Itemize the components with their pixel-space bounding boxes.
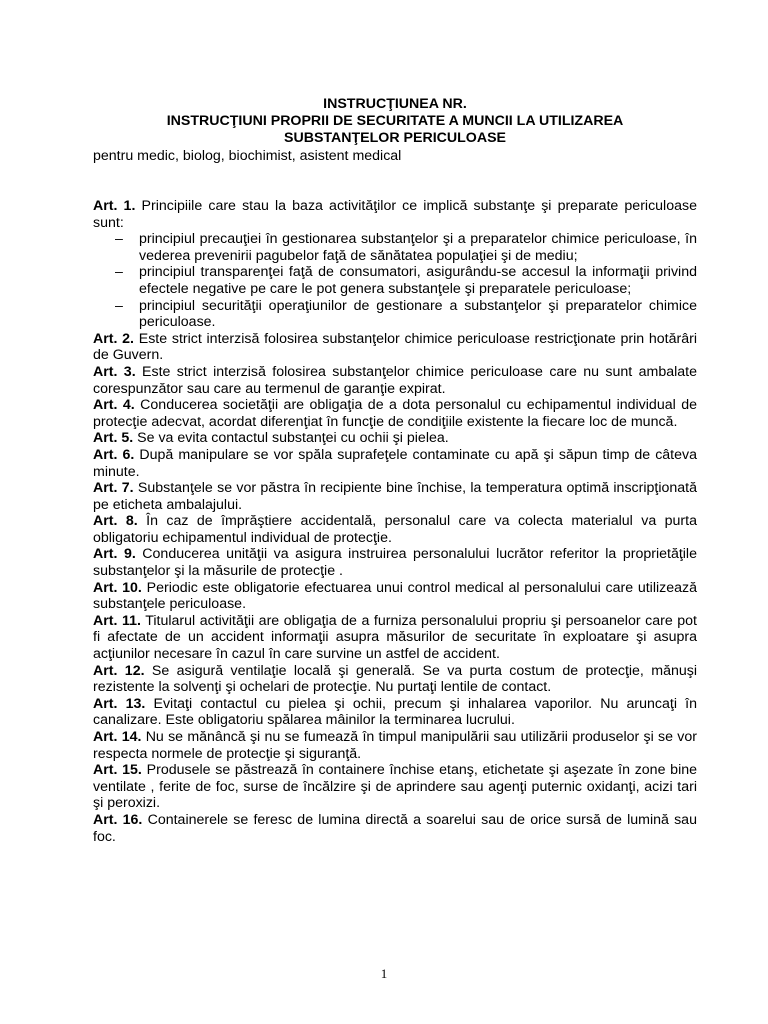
article-label: Art. 13. <box>93 695 146 712</box>
article-11 <box>93 613 697 663</box>
instruction-title-line-2: SUBSTANŢELOR PERICULOASE <box>283 130 507 146</box>
instruction-title-line-1: INSTRUCŢIUNI PROPRII DE SECURITATE A MUNCII LA UTILIZAREA <box>166 113 624 129</box>
article-text: Se asigură ventilaţie locală şi generală. Se va purta costum de protecţie, mănuşi rezistente la solvenţi şi ochelari de protecţie. Nu purtaţi lentile de contact. <box>93 662 697 696</box>
article-text: Principiile care stau la baza activităţilor ce implică substanţe şi preparate periculoase sunt: <box>93 198 697 231</box>
article-14 <box>93 729 697 762</box>
article-label: Art. 11. <box>93 612 141 629</box>
article-13 <box>93 696 697 729</box>
article-5 <box>93 430 697 447</box>
target-audience: pentru medic, biolog, biochimist, asistent medical <box>93 148 402 164</box>
article-6 <box>93 447 697 480</box>
article-text: Evitaţi contactul cu pielea şi ochii, precum şi inhalarea vaporilor. Nu aruncaţi în canalizare. Este obligatoriu spălarea mâinilor la terminarea lucrului. <box>93 695 697 729</box>
article-7 <box>93 480 697 513</box>
article-2 <box>93 331 697 364</box>
article-text: Substanţele se vor păstra în recipiente bine închise, la temperatura optimă inscripţionată pe eticheta ambalajului. <box>93 480 698 513</box>
article-text: Conducerea unităţii va asigura instruirea personalului lucrător referitor la proprietăţile substanţelor şi la măsurile de protecţie . <box>93 546 697 580</box>
article-text: Conducerea societăţii are obligaţia de a dota personalul cu echipamentul individual de protecţie adecvat, acordat diferenţiat în funcţie de condiţiile existente la fiecare loc de muncă. <box>93 397 697 430</box>
article-label: Art. 4. <box>93 397 135 414</box>
dash-bullet-icon: – <box>115 297 123 314</box>
list-item <box>93 264 697 297</box>
article-10 <box>93 580 697 613</box>
article-text: În caz de împrăştiere accidentală, personalul care va colecta materialul va purta obligatoriu echipamentul individual de protecţie. <box>93 513 697 546</box>
article-label: Art. 8. <box>93 513 138 530</box>
article-1 <box>93 198 697 231</box>
article-label: Art. 15. <box>93 762 142 779</box>
article-label: Art. 16. <box>93 811 143 828</box>
list-item-text: principiul transparenţei faţă de consumatori, asigurându-se accesul la informaţii privind efectele negative pe care le pot genera substanţele şi preparatele periculoase; <box>139 264 697 297</box>
list-item-text: principiul securităţii operaţiunilor de gestionare a substanţelor şi preparatelor chimice periculoase. <box>139 297 697 331</box>
article-4 <box>93 397 697 430</box>
article-label: Art. 3. <box>93 363 136 380</box>
article-label: Art. 2. <box>93 330 134 347</box>
page-number: 1 <box>380 966 388 981</box>
article-text: Se va evita contactul substanţei cu ochii şi pielea. <box>137 430 449 447</box>
article-label: Art. 1. <box>93 198 136 214</box>
article-text: Este strict interzisă folosirea substanţelor chimice periculoase restricţionate prin hotărâri de Guvern. <box>93 330 697 364</box>
article-16 <box>93 812 697 845</box>
article-text: Este strict interzisă folosirea substanţelor chimice periculoase care nu sunt ambalate corespunzător sau care au termenul de garanţie expirat. <box>93 363 697 397</box>
list-item <box>93 231 697 264</box>
article-9 <box>93 546 697 579</box>
article-label: Art. 9. <box>93 546 136 563</box>
article-text: Periodic este obligatorie efectuarea unui control medical al personalului care utilizează substanţele periculoase. <box>93 579 698 613</box>
article-3 <box>93 364 697 397</box>
article-label: Art. 7. <box>93 480 134 497</box>
document-header <box>93 96 697 147</box>
article-text: Containerele se feresc de lumina directă a soarelui sau de orice sursă de lumină sau foc. <box>93 811 697 845</box>
article-text: După manipulare se vor spăla suprafeţele contaminate cu apă şi săpun timp de câteva minute. <box>93 446 697 480</box>
article-label: Art. 14. <box>93 729 142 745</box>
article-12 <box>93 663 697 696</box>
article-text: Nu se mănâncă şi nu se fumează în timpul manipulării sau utilizării produselor şi se vor respecta normele de protecţie şi siguranţă. <box>93 729 697 762</box>
list-item <box>93 298 697 331</box>
article-1-principles-list <box>93 231 697 331</box>
article-text: Titularul activităţii are obligaţia de a furniza personalului propriu şi persoanelor care pot fi afectate de un accident informaţii asupra măsurilor de securitate în exploatare şi asupra acţiunilor necesare în cazul în care survine un astfel de accident. <box>93 612 697 663</box>
article-label: Art. 5. <box>93 430 134 447</box>
article-label: Art. 10. <box>93 579 142 596</box>
dash-bullet-icon: – <box>115 264 123 281</box>
article-label: Art. 12. <box>93 662 145 679</box>
article-label: Art. 6. <box>93 446 135 463</box>
article-8 <box>93 513 697 546</box>
dash-bullet-icon: – <box>115 231 123 248</box>
articles-list <box>93 198 697 845</box>
article-text: Produsele se păstrează în containere închise etanş, etichetate şi aşezate în zone bine ventilate , ferite de foc, surse de încălzire şi de aprindere sau agenţi puternic oxidanţi, acizi tari şi peroxizi. <box>93 762 698 812</box>
instruction-number-title: INSTRUCŢIUNEA NR. <box>323 96 467 112</box>
article-15 <box>93 762 697 812</box>
list-item-text: principiul precauţiei în gestionarea substanţelor şi a preparatelor chimice periculoase, în vederea prevenirii pagubelor faţă de sănătatea populaţiei şi de mediu; <box>139 231 697 264</box>
